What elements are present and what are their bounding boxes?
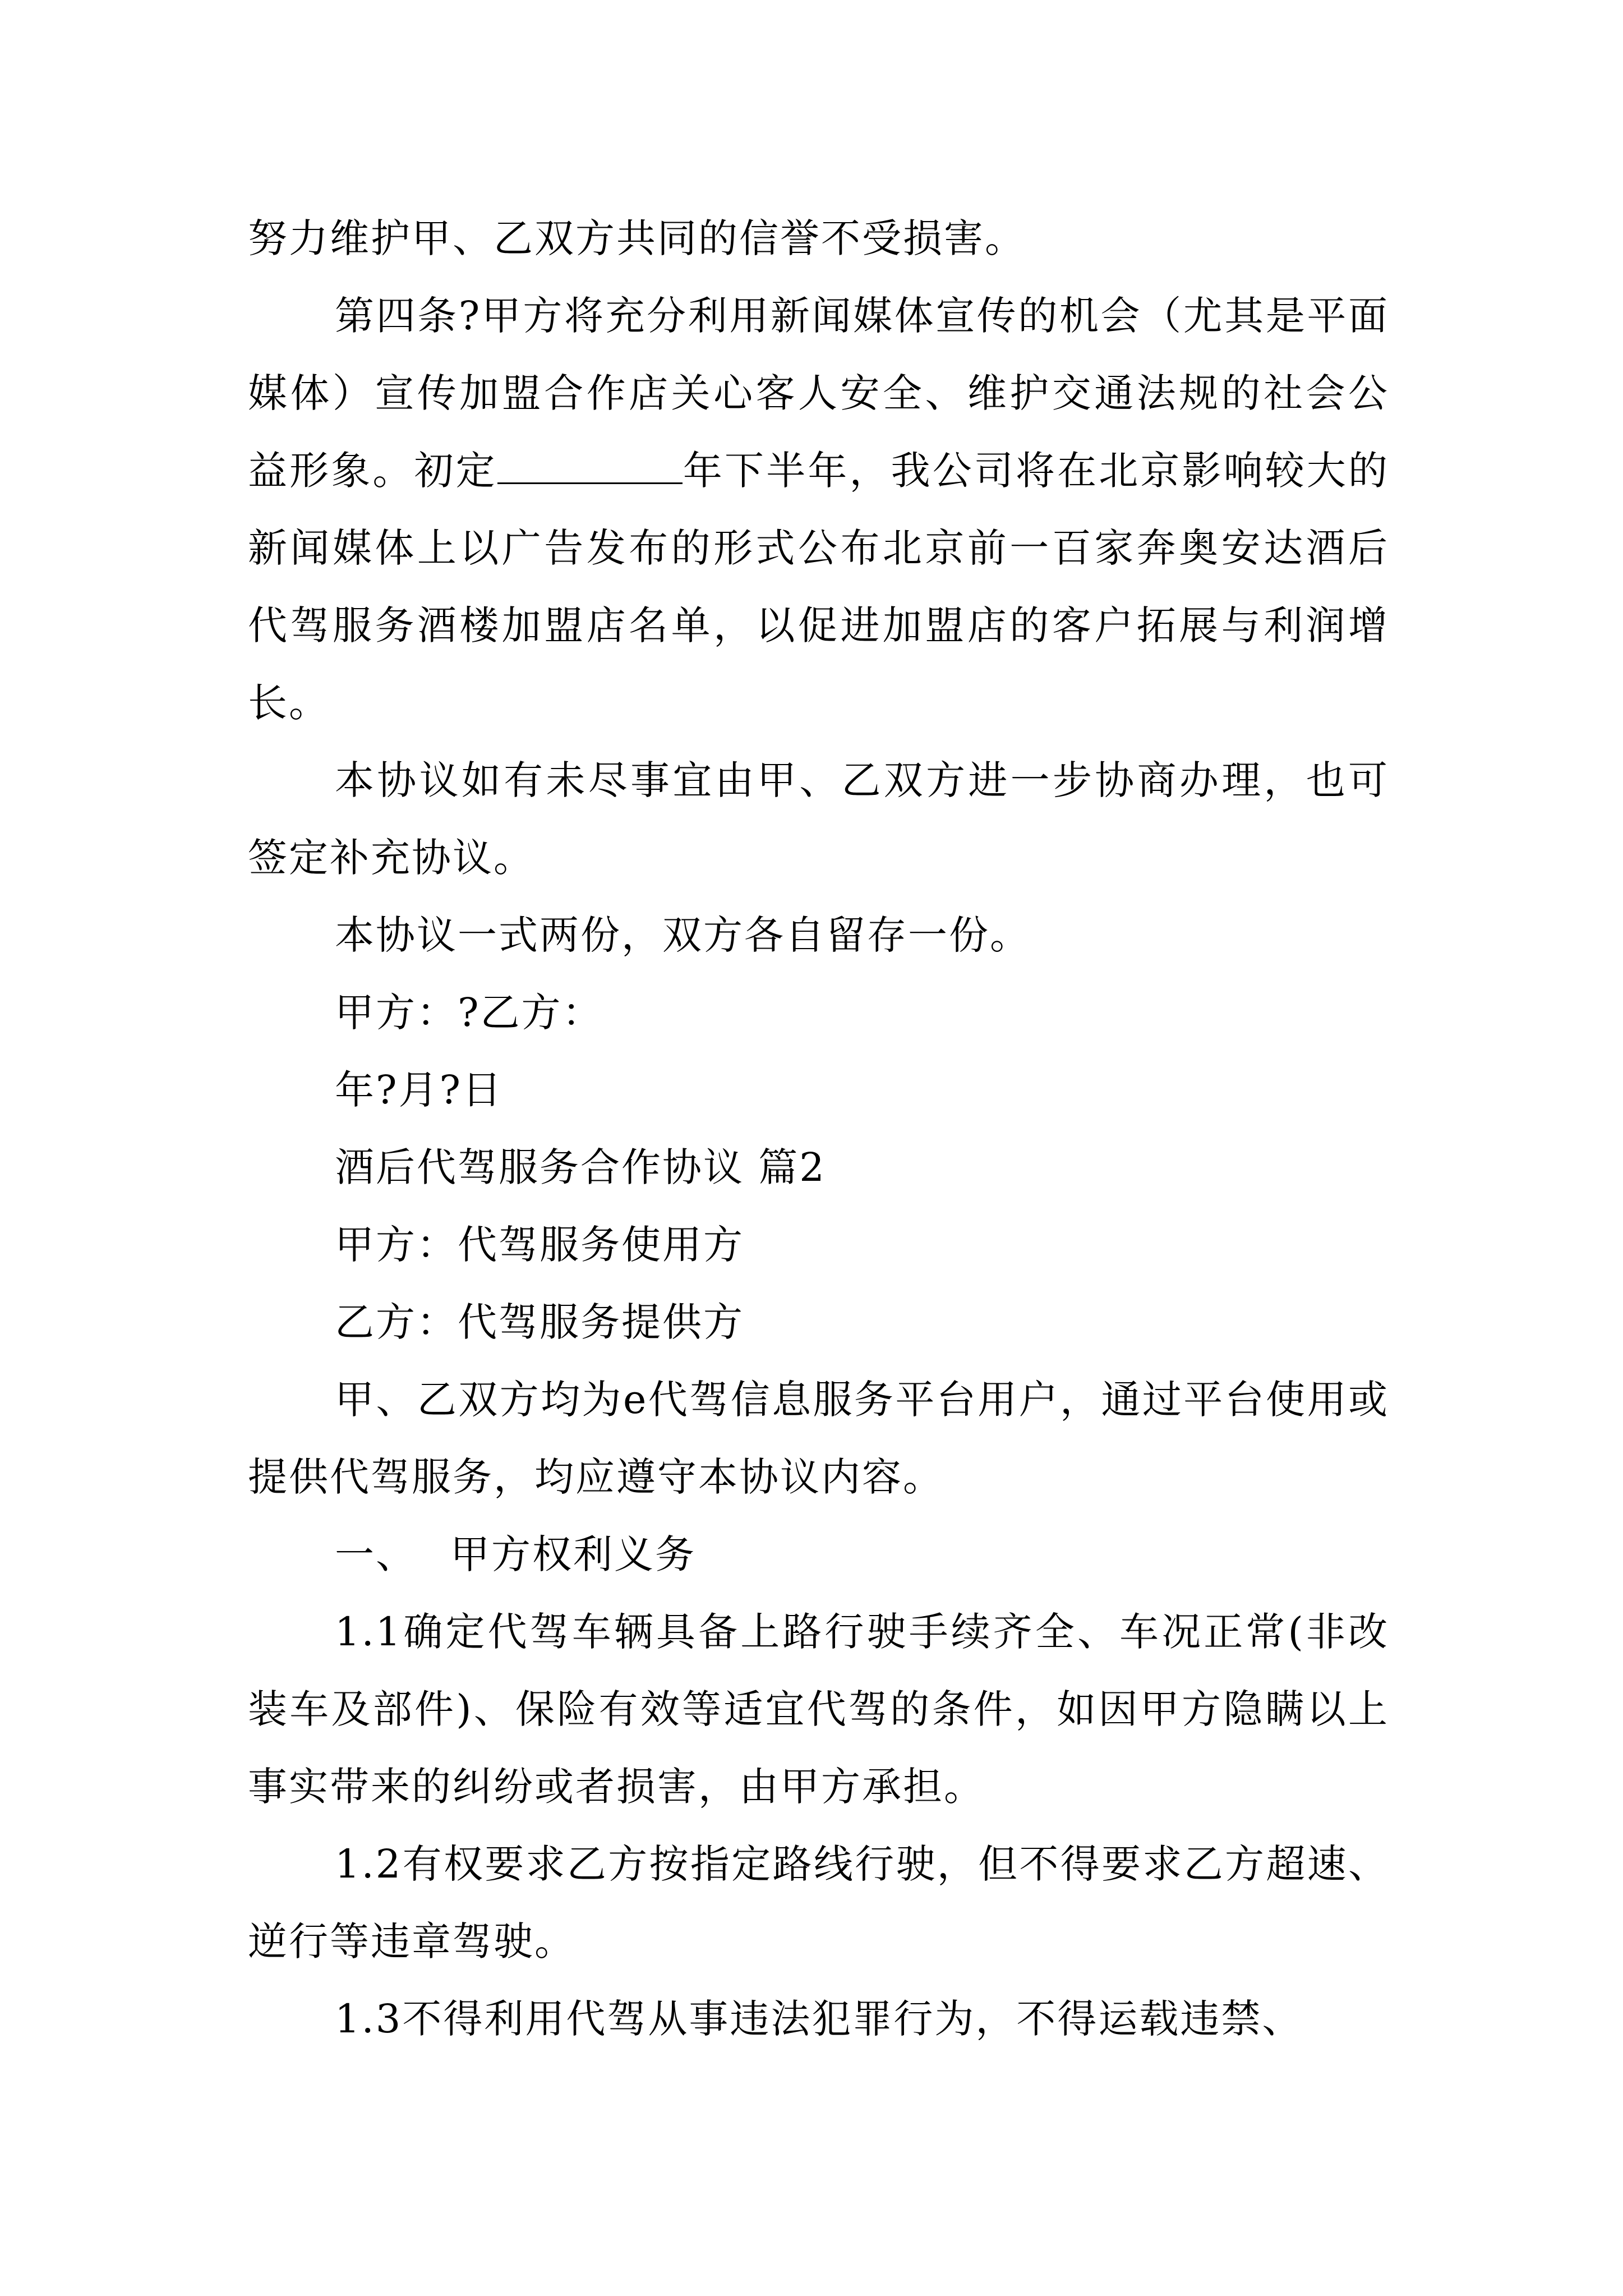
- paragraph-supplement: 本协议如有未尽事宜由甲、乙双方进一步协商办理，也可签定补充协议。: [248, 757, 1389, 881]
- section-title: 酒后代驾服务合作协议 篇2: [335, 1144, 826, 1190]
- heading-number: 一、: [335, 1531, 417, 1577]
- clause-1-2: 1.2有权要求乙方按指定路线行驶，但不得要求乙方超速、逆行等违章驾驶。: [248, 1841, 1389, 1964]
- paragraph-article-four: [248, 277, 1389, 742]
- paragraph-date: 年?月?日: [335, 1067, 504, 1113]
- year-blank-line: [497, 449, 683, 484]
- clause-1-1: 1.1确定代驾车辆具备上路行驶手续齐全、车况正常(非改装车及部件)、保险有效等适宜代驾的条件，如因甲方隐瞒以上事实带来的纠纷或者损害，由甲方承担。: [248, 1609, 1389, 1810]
- heading-text: 甲方权利义务: [450, 1531, 696, 1577]
- paragraph-platform-users: 甲、乙双方均为e代驾信息服务平台用户，通过平台使用或提供代驾服务，均应遵守本协议内容。: [248, 1377, 1389, 1500]
- heading-party-a-rights: [248, 1516, 1389, 1593]
- party-b: 乙方：代驾服务提供方: [335, 1299, 744, 1345]
- paragraph-reputation: 努力维护甲、乙双方共同的信誉不受损害。: [248, 215, 1026, 261]
- article-four-text-a: 第四条?甲方将充分利用新闻媒体宣传的机会（尤其是平面媒体）宣传加盟合作店关心客人安全、维护交通法规的社会公益形象。初定: [248, 293, 1389, 494]
- party-a: 甲方：代驾服务使用方: [335, 1222, 744, 1268]
- paragraph-parties-signature: 甲方：?乙方：: [335, 990, 603, 1036]
- clause-1-3: 1.3不得利用代驾从事违法犯罪行为，不得运载违禁、: [335, 1996, 1303, 2042]
- document-body: [248, 200, 1389, 2058]
- article-four-text-b: 年下半年，我公司将在北京影响较大的新闻媒体上以广告发布的形式公布北京前一百家奔奥安达酒后代驾服务酒楼加盟店名单，以促进加盟店的客户拓展与利润增长。: [248, 448, 1390, 726]
- paragraph-copies: 本协议一式两份，双方各自留存一份。: [335, 912, 1031, 958]
